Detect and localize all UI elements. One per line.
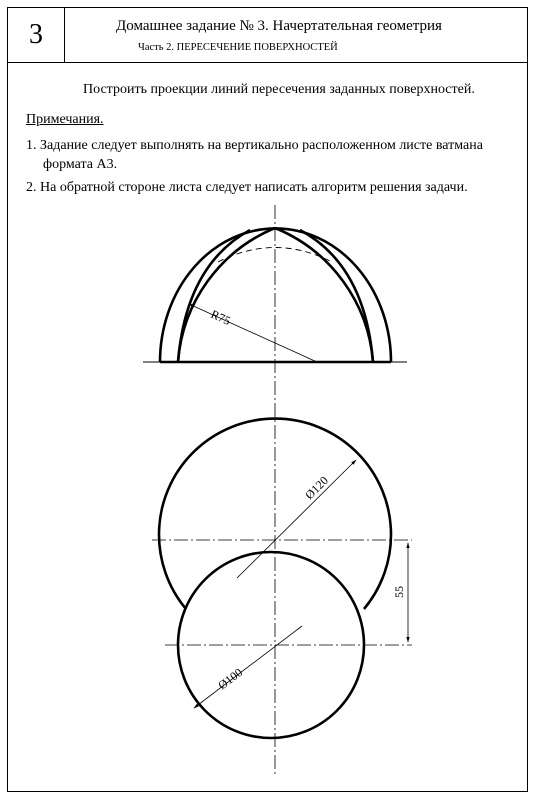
note-1-line-1: 1. Задание следует выполнять на вертикально расположенном листе ватмана bbox=[26, 138, 483, 153]
large-diameter-line bbox=[237, 460, 356, 578]
radius-dimension-line bbox=[189, 304, 317, 362]
small-diameter-line bbox=[194, 626, 302, 708]
note-1-line-2: формата А3. bbox=[43, 157, 118, 172]
offset-label: 55 bbox=[392, 586, 406, 598]
assignment-title: Домашнее задание № 3. Начертательная геометрия bbox=[116, 18, 442, 34]
task-statement: Построить проекции линий пересечения заданных поверхностей. bbox=[83, 82, 475, 97]
top-view bbox=[152, 419, 412, 738]
notes-heading: Примечания. bbox=[26, 112, 104, 127]
assignment-subtitle: Часть 2. ПЕРЕСЕЧЕНИЕ ПОВЕРХНОСТЕЙ bbox=[138, 42, 338, 53]
sheet-number: 3 bbox=[8, 8, 65, 62]
note-2: 2. На обратной стороне листа следует написать алгоритм решения задачи. bbox=[26, 180, 468, 195]
radius-label: R75 bbox=[208, 306, 233, 328]
small-diameter-label: Ø100 bbox=[215, 665, 246, 693]
large-diameter-label: Ø120 bbox=[302, 473, 331, 503]
outer-hemisphere bbox=[160, 228, 391, 362]
